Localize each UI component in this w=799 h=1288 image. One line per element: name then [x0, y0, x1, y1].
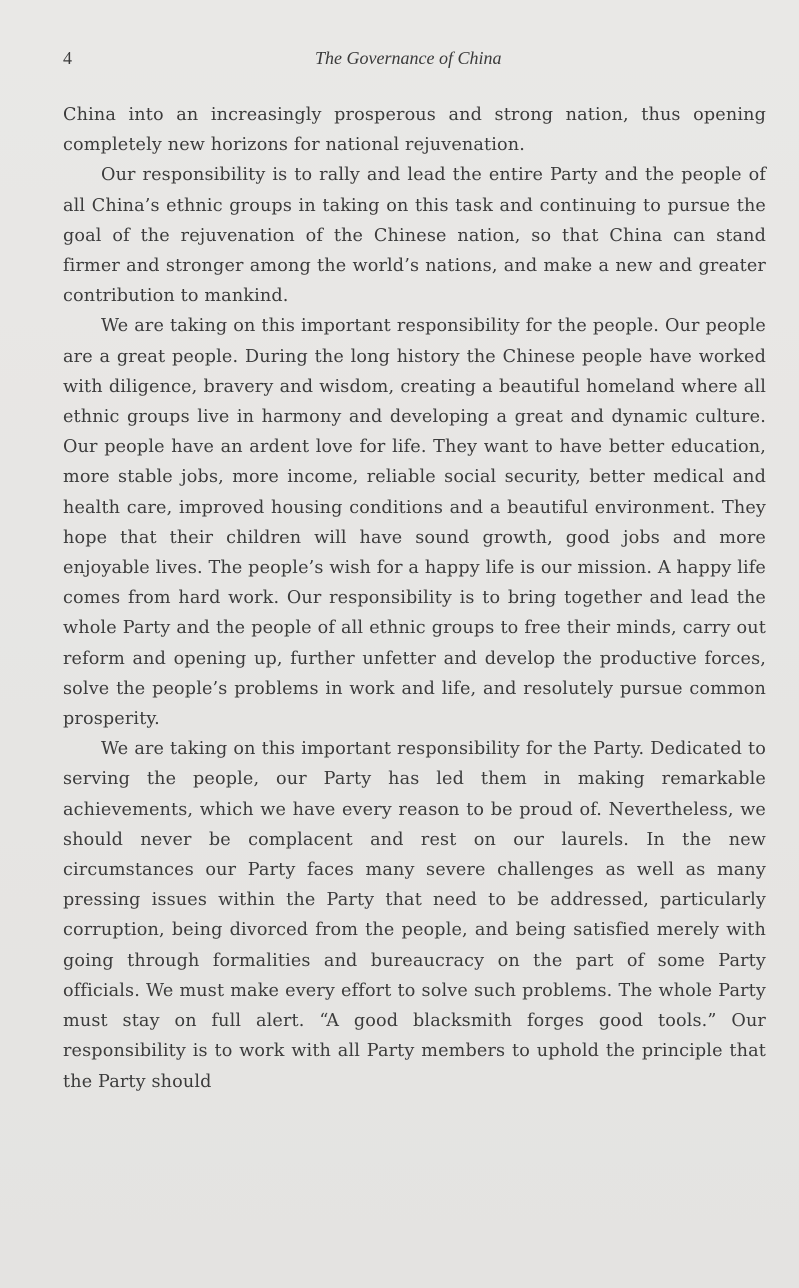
page-number: 4 [63, 48, 72, 68]
paragraph-party: We are taking on this important responsibility for the Party. Dedicated to serving the people, our Party has led them in making remarkable achievements, which we have every reason to be proud of. Nevertheless, we should never be complacent and rest on our laurels. In the new circumstances our Party faces many severe challenges as well as many pressing issues within the Party that need to be addressed, particularly corruption, being divorced from the people, and being satisfied merely with going through formalities and bureaucracy on the part of some Party officials. We must make every effort to solve such problems. The whole Party must stay on full alert. “A good blacksmith forges good tools.” Our responsibility is to work with all Party members to uphold the principle that the Party should [63, 739, 766, 1092]
page-header [63, 48, 763, 74]
running-title: The Governance of China [315, 48, 502, 68]
paragraph-continuation: China into an increasingly prosperous and strong nation, thus opening completely new horizons for national rejuvenation. [63, 105, 766, 156]
paragraph-people: We are taking on this important responsibility for the people. Our people are a great people. During the long history the Chinese people have worked with diligence, bravery and wisdom, creating a beautiful homeland where all ethnic groups live in harmony and developing a great and dynamic culture. Our people have an ardent love for life. They want to have better education, more stable jobs, more income, reliable social security, better medical and health care, improved housing conditions and a beautiful environment. They hope that their children will have sound growth, good jobs and more enjoyable lives. The people’s wish for a happy life is our mission. A happy life comes from hard work. Our responsibility is to bring together and lead the whole Party and the people of all ethnic groups to free their minds, carry out reform and opening up, further unfetter and develop the productive forces, solve the people’s problems in work and life, and resolutely pursue common prosperity. [63, 316, 766, 730]
body-text [63, 100, 766, 1097]
paragraph-responsibility: Our responsibility is to rally and lead the entire Party and the people of all China’s ethnic groups in taking on this task and continuing to pursue the goal of the rejuvenation of the Chinese nation, so that China can stand firmer and stronger among the world’s nations, and make a new and greater contribution to mankind. [63, 165, 766, 307]
